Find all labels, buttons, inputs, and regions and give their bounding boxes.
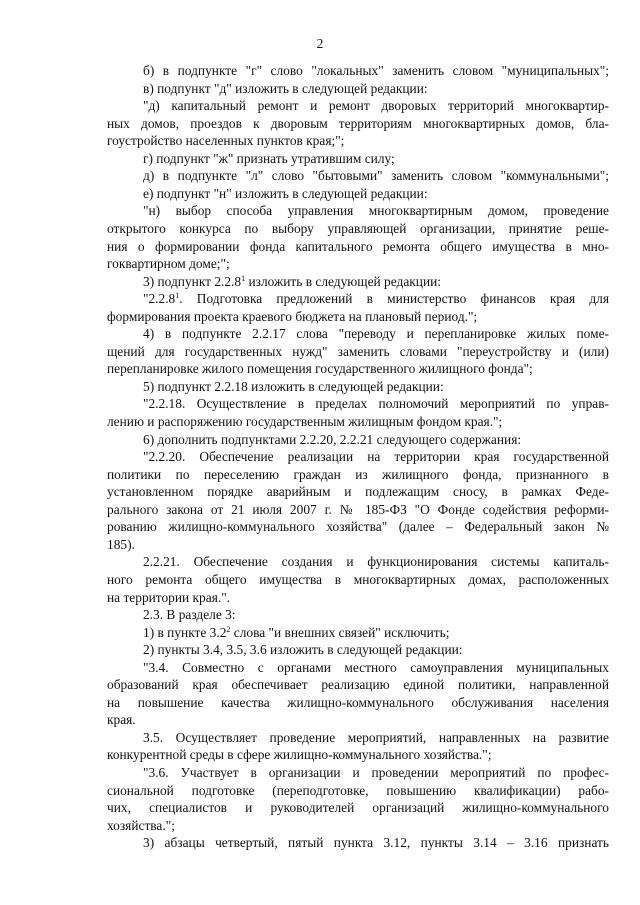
superscript: 2 (226, 624, 231, 634)
text-line: 185). (107, 536, 135, 552)
text-line: рованию жилищно-коммунального хозяйства" (далее – Федеральный закон № (107, 519, 609, 535)
text-line: ных домов, проездов к дворовым территориям многоквартирных домов, бла- (107, 115, 609, 131)
text-line: 3.5. Осуществляет проведение мероприятий, направленных на развитие (143, 729, 609, 745)
superscript: 1 (241, 273, 246, 283)
text-line: перепланировке жилого помещения государственного жилищного фонда"; (107, 361, 533, 377)
text-line: 5) подпункт 2.2.18 изложить в следующей редакции: (143, 378, 444, 394)
text-line: "3.4. Совместно с органами местного самоуправления муниципальных (143, 659, 609, 675)
text-line: на территории края.". (107, 589, 231, 605)
text-line: "2.2.8$^1$. Подготовка предложений в министерство финансов края для (143, 291, 609, 307)
text-line: установленном порядке аварийным и подлежащим сносу, в рамках Феде- (107, 484, 609, 500)
text-line: в) подпункт "д" изложить в следующей редакции: (143, 80, 428, 96)
text-line: ного ремонта общего имущества в многоквартирных домах, расположенных (107, 571, 609, 587)
text-line: на повышение качества жилищно-коммунального обслуживания населения (107, 694, 609, 710)
page-number: 2 (316, 36, 324, 51)
text-line: "н) выбор способа управления многоквартирным домом, проведение (143, 203, 609, 219)
text-line: сиональной подготовке (переподготовке, повышению квалификации) рабо- (107, 782, 609, 798)
text-line: чих, специалистов и руководителей организаций жилищно-коммунального (107, 800, 609, 816)
text-line: гоустройство населенных пунктов края;"; (107, 133, 345, 149)
text-line: 4) в подпункте 2.2.17 слова "переводу и перепланировке жилых поме- (143, 326, 609, 342)
text-line: д) в подпункте "л" слово "бытовыми" заменить словом "коммунальными"; (143, 168, 609, 184)
text-line: открытого конкурса по выбору управляющей организации, принятие реше- (107, 220, 609, 236)
text-line: е) подпункт "н" изложить в следующей редакции: (143, 185, 428, 201)
text-line: "3.6. Участвует в организации и проведении мероприятий по профес- (143, 765, 609, 780)
text-line: конкурентной среды в сфере жилищно-коммунального хозяйства."; (107, 747, 492, 763)
text-line: хозяйства."; (107, 817, 175, 833)
text-line: 2.3. В разделе 3: (143, 607, 236, 623)
text-line: 6) дополнить подпунктами 2.2.20, 2.2.21 следующего содержания: (143, 431, 522, 447)
text-line: 3) абзацы четвертый, пятый пункта 3.12, пункты 3.14 – 3.16 признать (143, 835, 609, 851)
text-line: формирования проекта краевого бюджета на плановый период."; (107, 308, 478, 324)
text-line: 3) подпункт 2.2.8$^1$ изложить в следующей редакции: (143, 273, 441, 289)
text-line: г) подпункт "ж" признать утратившим силу; (143, 150, 395, 166)
text-line: щений для государственных нужд" заменить словами "переустройству и (или) (107, 343, 609, 359)
superscript: 1 (175, 291, 180, 301)
text-line: политики по переселению граждан из жилищного фонда, признанного в (107, 466, 609, 482)
text-line: ния о формировании фонда капитального ремонта общего имущества в мно- (107, 238, 609, 254)
text-line: 2) пункты 3.4, 3.5, 3.6 изложить в следующей редакции: (143, 642, 463, 658)
text-line: б) в подпункте "г" слово "локальных" заменить словом "муниципальных"; (143, 63, 609, 78)
text-line: "2.2.18. Осуществление в пределах полномочий мероприятий по управ- (143, 396, 609, 412)
text-line: края. (107, 712, 136, 728)
text-line: 1) в пункте $3.2^2$ слова "и внешних связей" исключить; (143, 624, 450, 640)
text-line: образований края обеспечивает реализацию единой политики, направленной (107, 677, 609, 693)
text-line: гоквартирном доме;"; (107, 256, 230, 272)
text-line: лению и распоряжению государственным жилищным фондом края."; (107, 414, 503, 429)
text-line: рального закона от 21 июля 2007 г. № 185-ФЗ "О Фонде содействия реформи- (107, 501, 609, 517)
text-line: 2.2.21. Обеспечение создания и функционирования системы капиталь- (143, 554, 609, 570)
text-line: "д) капитальный ремонт и ремонт дворовых территорий многоквартир- (143, 98, 609, 114)
text-line: "2.2.20. Обеспечение реализации на территории края государственной (143, 449, 609, 465)
